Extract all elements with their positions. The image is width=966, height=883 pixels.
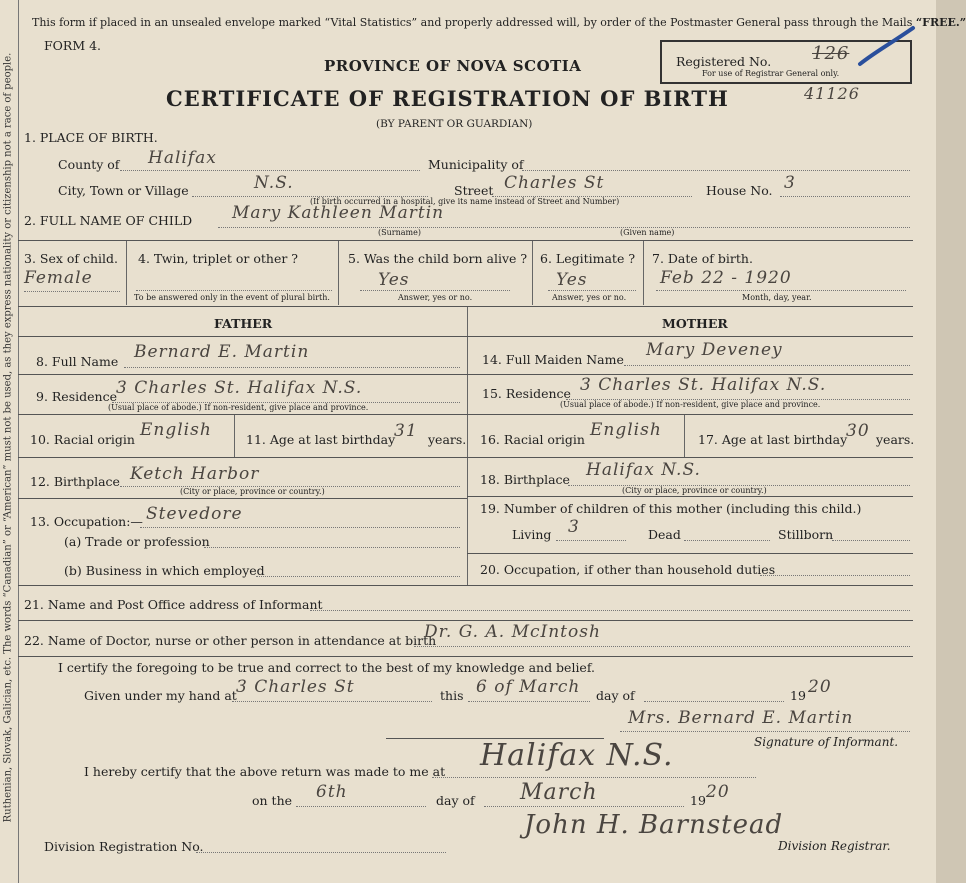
father-residence-note: (Usual place of abode.) If non-resident, give place and province. xyxy=(108,403,369,412)
year-suffix-value: 20 xyxy=(808,677,832,697)
house-label: House No. xyxy=(706,183,773,198)
hospital-note: (If birth occurred in a hospital, give its name instead of Street and Number) xyxy=(310,197,620,206)
mother-years-label: years. xyxy=(876,432,915,447)
mother-heading: MOTHER xyxy=(662,316,728,331)
child-name-label: 2. FULL NAME OF CHILD xyxy=(24,213,193,228)
on-the-label: on the xyxy=(252,793,293,808)
city-label: City, Town or Village xyxy=(58,183,189,198)
postal-notice: This form if placed in an unsealed envelope marked “Vital Statistics” and properly addressed will, by order of the Postmaster General pass through the Mails “FREE.” xyxy=(32,16,966,29)
county-label: County of xyxy=(58,157,120,172)
father-name-label: 8. Full Name xyxy=(36,354,119,369)
division-registrar-label: Division Registrar. xyxy=(778,839,891,853)
mother-birthplace-value: Halifax N.S. xyxy=(586,460,701,480)
mother-age-value: 30 xyxy=(846,421,870,441)
given-name-note: (Given name) xyxy=(620,228,675,237)
legitimate-note: Answer, yes or no. xyxy=(552,293,627,302)
handwritten-number: 41126 xyxy=(804,84,860,103)
father-years-label: years. xyxy=(428,432,467,447)
informant-label: 21. Name and Post Office address of Informant xyxy=(24,597,323,612)
registrar-note: For use of Registrar General only. xyxy=(702,69,840,78)
mother-occupation-label: 20. Occupation, if other than household duties xyxy=(480,562,776,577)
mother-race-value: English xyxy=(590,420,662,440)
mother-residence-note: (Usual place of abode.) If non-resident, give place and province. xyxy=(560,400,821,409)
street-value: Charles St xyxy=(504,173,605,193)
trade-label: (a) Trade or profession xyxy=(64,534,210,549)
dob-label: 7. Date of birth. xyxy=(652,251,753,266)
father-heading: FATHER xyxy=(214,316,273,331)
day-of-label: day of xyxy=(596,688,635,703)
twin-note: To be answered only in the event of plural birth. xyxy=(134,293,330,302)
mother-residence-value: 3 Charles St. Halifax N.S. xyxy=(580,375,827,395)
place-of-birth-heading: 1. PLACE OF BIRTH. xyxy=(24,130,158,145)
pen-mark-icon xyxy=(855,22,917,70)
given-place-value: 3 Charles St xyxy=(236,677,355,697)
house-value: 3 xyxy=(784,173,796,193)
month-value: March xyxy=(520,780,598,805)
mother-name-label: 14. Full Maiden Name xyxy=(482,352,624,367)
this-day-value: 6 of March xyxy=(476,677,581,697)
return-place-value: Halifax N.S. xyxy=(480,738,674,773)
given-under-label: Given under my hand at xyxy=(84,688,237,703)
page-subtitle: (BY PARENT OR GUARDIAN) xyxy=(376,118,533,130)
informant-signature: Mrs. Bernard E. Martin xyxy=(628,708,854,728)
mother-birthplace-note: (City or place, province or country.) xyxy=(622,486,767,495)
county-value: Halifax xyxy=(148,148,217,168)
registered-label: Registered No. xyxy=(676,54,772,69)
alive-label: 5. Was the child born alive ? xyxy=(348,251,528,266)
on-day-value: 6th xyxy=(316,782,348,802)
sex-label: 3. Sex of child. xyxy=(24,251,119,266)
alive-note: Answer, yes or no. xyxy=(398,293,473,302)
father-birthplace-note: (City or place, province or country.) xyxy=(180,487,325,496)
this-label: this xyxy=(440,688,464,703)
mother-birthplace-label: 18. Birthplace xyxy=(480,472,570,487)
city-value: N.S. xyxy=(254,173,294,193)
business-label: (b) Business in which employed xyxy=(64,563,265,578)
doctor-label: 22. Name of Doctor, nurse or other person in attendance at birth xyxy=(24,633,437,648)
alive-value: Yes xyxy=(378,270,410,290)
father-name-value: Bernard E. Martin xyxy=(134,342,310,362)
doctor-value: Dr. G. A. McIntosh xyxy=(424,622,601,642)
father-race-value: English xyxy=(140,420,212,440)
children-count-label: 19. Number of children of this mother (including this child.) xyxy=(480,501,862,516)
father-age-value: 31 xyxy=(394,421,418,441)
twin-label: 4. Twin, triplet or other ? xyxy=(138,251,298,266)
legitimate-value: Yes xyxy=(556,270,588,290)
dead-label: Dead xyxy=(648,527,681,542)
dob-value: Feb 22 - 1920 xyxy=(660,268,792,288)
child-name-value: Mary Kathleen Martin xyxy=(232,203,445,223)
father-occupation-value: Stevedore xyxy=(146,504,243,524)
sex-value: Female xyxy=(24,268,93,288)
father-birthplace-value: Ketch Harbor xyxy=(130,464,260,484)
stillborn-label: Stillborn xyxy=(778,527,834,542)
year-prefix: 19 xyxy=(790,688,806,703)
certify-statement: I certify the foregoing to be true and correct to the best of my knowledge and belief. xyxy=(58,660,595,675)
mother-residence-label: 15. Residence xyxy=(482,386,571,401)
father-occupation-label: 13. Occupation:— xyxy=(30,514,143,529)
registered-number: 126 xyxy=(812,43,850,64)
street-label: Street xyxy=(454,183,494,198)
side-margin-text: Ruthenian, Slovak, Galician, etc. The words “Canadian” or “American” must not be used, as they express nationality or citizenship not a race of people. xyxy=(2,52,14,823)
father-residence-value: 3 Charles St. Halifax N.S. xyxy=(116,378,363,398)
mother-age-label: 17. Age at last birthday xyxy=(698,432,848,447)
province-heading: PROVINCE OF NOVA SCOTIA xyxy=(324,57,582,75)
year2-prefix: 19 xyxy=(690,793,706,808)
year2-suffix-value: 20 xyxy=(706,782,730,802)
mother-name-value: Mary Deveney xyxy=(646,340,783,360)
signature-informant-label: Signature of Informant. xyxy=(754,735,899,749)
living-value: 3 xyxy=(568,517,580,537)
surname-note: (Surname) xyxy=(378,228,421,237)
form-number: FORM 4. xyxy=(44,38,102,53)
page-title: CERTIFICATE OF REGISTRATION OF BIRTH xyxy=(166,86,729,111)
municipality-label: Municipality of xyxy=(428,157,524,172)
legitimate-label: 6. Legitimate ? xyxy=(540,251,636,266)
registrar-signature: John H. Barnstead xyxy=(524,810,784,840)
day-of-label-2: day of xyxy=(436,793,475,808)
dob-note: Month, day, year. xyxy=(742,293,812,302)
father-age-label: 11. Age at last birthday xyxy=(246,432,396,447)
division-registration-label: Division Registration No. xyxy=(44,839,204,854)
living-label: Living xyxy=(512,527,552,542)
father-race-label: 10. Racial origin xyxy=(30,432,135,447)
father-residence-label: 9. Residence xyxy=(36,389,117,404)
father-birthplace-label: 12. Birthplace xyxy=(30,474,120,489)
mother-race-label: 16. Racial origin xyxy=(480,432,585,447)
return-label: I hereby certify that the above return was made to me at xyxy=(84,764,446,779)
